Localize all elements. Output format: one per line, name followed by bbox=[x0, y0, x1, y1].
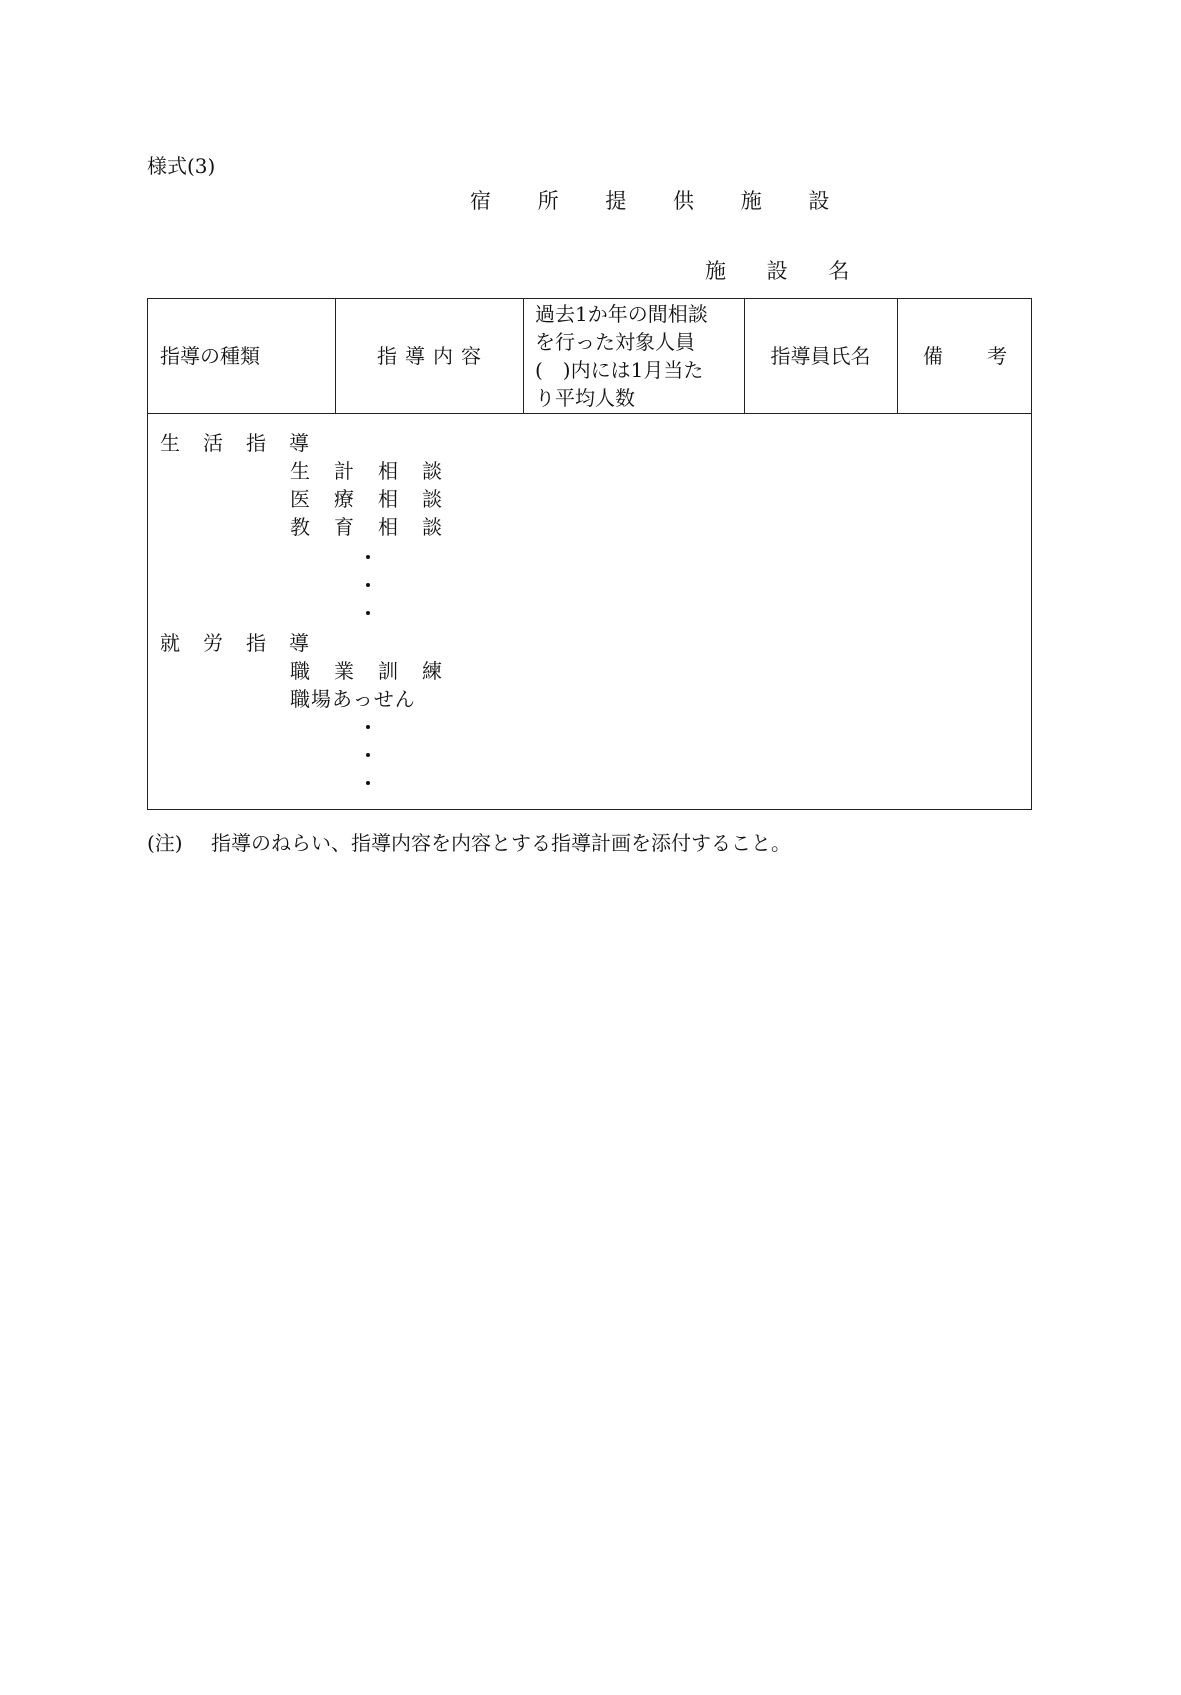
guidance-item: 職業訓練 bbox=[290, 659, 466, 683]
continuation-dot bbox=[366, 555, 370, 559]
category-employment-guidance: 就労指導 bbox=[160, 631, 332, 655]
header-guidance-content: 指導内容 bbox=[377, 344, 489, 368]
header-instructor-name: 指導員氏名 bbox=[770, 344, 871, 368]
continuation-dot bbox=[366, 611, 370, 615]
header-count-line: を行った対象人員 bbox=[535, 330, 695, 354]
header-count-line: 過去1か年の間相談 bbox=[535, 302, 708, 326]
guidance-table bbox=[147, 298, 1051, 810]
header-remarks: 備考 bbox=[923, 344, 1051, 368]
guidance-item: 医療相談 bbox=[290, 487, 466, 511]
header-count-line: ( )内には1月当た bbox=[535, 358, 704, 382]
header-past-year-count bbox=[523, 299, 744, 413]
footnote bbox=[147, 830, 791, 856]
header-count-line: り平均人数 bbox=[535, 386, 635, 410]
continuation-dot bbox=[366, 725, 370, 729]
continuation-dot bbox=[366, 583, 370, 587]
header-guidance-type: 指導の種類 bbox=[160, 344, 260, 368]
guidance-item: 教育相談 bbox=[290, 515, 466, 539]
guidance-item: 生計相談 bbox=[290, 459, 466, 483]
guidance-item: 職場あっせん bbox=[290, 687, 416, 711]
header-divider bbox=[148, 413, 1031, 414]
facility-name-label: 施 設 名 bbox=[705, 259, 867, 283]
document-title: 宿 所 提 供 施 設 bbox=[470, 189, 850, 213]
category-life-guidance: 生活指導 bbox=[160, 431, 332, 455]
footnote-mark: (注) bbox=[147, 831, 183, 855]
form-number: 様式(3) bbox=[147, 154, 216, 178]
continuation-dot bbox=[366, 753, 370, 757]
footnote-text: 指導のねらい、指導内容を内容とする指導計画を添付すること。 bbox=[211, 831, 791, 855]
continuation-dot bbox=[366, 781, 370, 785]
